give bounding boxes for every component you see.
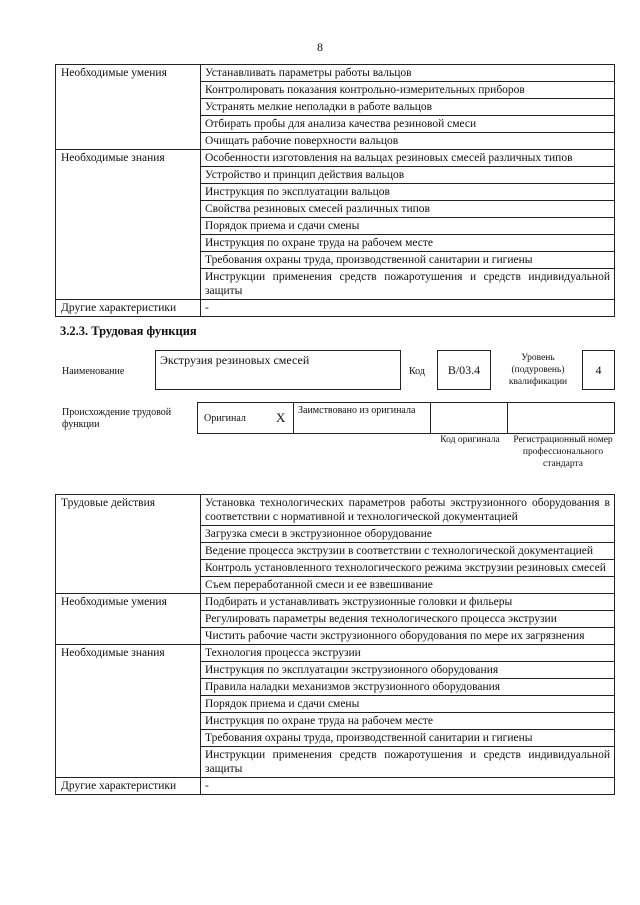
original-mark: X: [276, 410, 286, 425]
requirement-item: -: [201, 300, 615, 317]
requirement-item: Порядок приема и сдачи смены: [201, 696, 615, 713]
borrowed-label: Заимствовано из оригинала: [298, 405, 416, 416]
requirement-item: Требования охраны труда, производственной санитарии и гигиены: [201, 730, 615, 747]
requirement-item: Правила наладки механизмов экструзионного оборудования: [201, 679, 615, 696]
requirement-item: Инструкции применения средств пожаротушения и средств индивидуальной защиты: [201, 269, 615, 300]
table-row: [56, 495, 615, 526]
requirement-item: Подбирать и устанавливать экструзионные головки и фильеры: [201, 594, 615, 611]
origin-label: Происхождение трудовой функции: [62, 407, 172, 430]
table-row: [56, 65, 615, 82]
borrowed-cell: [294, 403, 431, 433]
requirement-item: Установка технологических параметров работы экструзионного оборудования в соответствии с нормативной и технологической документацией: [201, 495, 615, 526]
code-value-box: [437, 350, 491, 390]
page-number: 8: [317, 40, 323, 54]
name-label: Наименование: [62, 366, 125, 377]
row-group-label: Другие характеристики: [56, 778, 201, 795]
row-group-label: Необходимые умения: [56, 65, 201, 150]
reg-number-cell: [508, 403, 614, 433]
requirement-item: Устранять мелкие неполадки в работе вальцов: [201, 99, 615, 116]
name-value-box: [155, 350, 401, 390]
qualification-level: 4: [595, 362, 602, 377]
requirement-item: -: [201, 778, 615, 795]
requirement-item: Инструкция по эксплуатации экструзионного оборудования: [201, 662, 615, 679]
code-label: Код: [409, 366, 425, 377]
requirement-item: Требования охраны труда, производственной санитарии и гигиены: [201, 252, 615, 269]
code-original-cell: [431, 403, 508, 433]
requirement-item: Устанавливать параметры работы вальцов: [201, 65, 615, 82]
requirements-table-1: [55, 64, 615, 317]
requirement-item: Инструкция по охране труда на рабочем месте: [201, 235, 615, 252]
table-row: [56, 778, 615, 795]
code-original-label: Код оригинала: [440, 435, 500, 445]
table-row: [56, 594, 615, 611]
row-group-label: Необходимые знания: [56, 645, 201, 778]
requirement-item: Съем переработанной смеси и ее взвешивание: [201, 577, 615, 594]
requirement-item: Контролировать показания контрольно-измерительных приборов: [201, 82, 615, 99]
requirement-item: Инструкция по эксплуатации вальцов: [201, 184, 615, 201]
table-row: [56, 300, 615, 317]
section-title: 3.2.3. Трудовая функция: [60, 324, 197, 338]
row-group-label: Другие характеристики: [56, 300, 201, 317]
table-row: [56, 150, 615, 167]
reg-number-label: Регистрационный номер профессионального стандарта: [513, 435, 613, 469]
requirement-item: Порядок приема и сдачи смены: [201, 218, 615, 235]
requirement-item: Контроль установленного технологического режима экструзии резиновых смесей: [201, 560, 615, 577]
requirement-item: Ведение процесса экструзии в соответствии с технологической документацией: [201, 543, 615, 560]
level-label: Уровень (подуровень) квалификации: [508, 353, 568, 387]
row-group-label: Необходимые умения: [56, 594, 201, 645]
requirement-item: Загрузка смеси в экструзионное оборудование: [201, 526, 615, 543]
requirement-item: Чистить рабочие части экструзионного оборудования по мере их загрязнения: [201, 628, 615, 645]
level-value-box: [582, 350, 615, 390]
requirement-item: Устройство и принцип действия вальцов: [201, 167, 615, 184]
requirement-item: Регулировать параметры ведения технологического процесса экструзии: [201, 611, 615, 628]
original-cell: [198, 403, 294, 433]
requirement-item: Технология процесса экструзии: [201, 645, 615, 662]
row-group-label: Трудовые действия: [56, 495, 201, 594]
requirement-item: Инструкция по охране труда на рабочем месте: [201, 713, 615, 730]
requirement-item: Очищать рабочие поверхности вальцов: [201, 133, 615, 150]
requirement-item: Инструкции применения средств пожаротушения и средств индивидуальной защиты: [201, 747, 615, 778]
origin-row: [197, 402, 615, 434]
row-group-label: Необходимые знания: [56, 150, 201, 300]
function-code: B/03.4: [447, 362, 481, 377]
requirement-item: Особенности изготовления на вальцах резиновых смесей различных типов: [201, 150, 615, 167]
requirement-item: Отбирать пробы для анализа качества резиновой смеси: [201, 116, 615, 133]
original-label: Оригинал: [204, 413, 246, 424]
requirements-table-2: [55, 494, 615, 795]
requirement-item: Свойства резиновых смесей различных типов: [201, 201, 615, 218]
table-row: [56, 645, 615, 662]
function-name: Экструзия резиновых смесей: [160, 353, 310, 367]
